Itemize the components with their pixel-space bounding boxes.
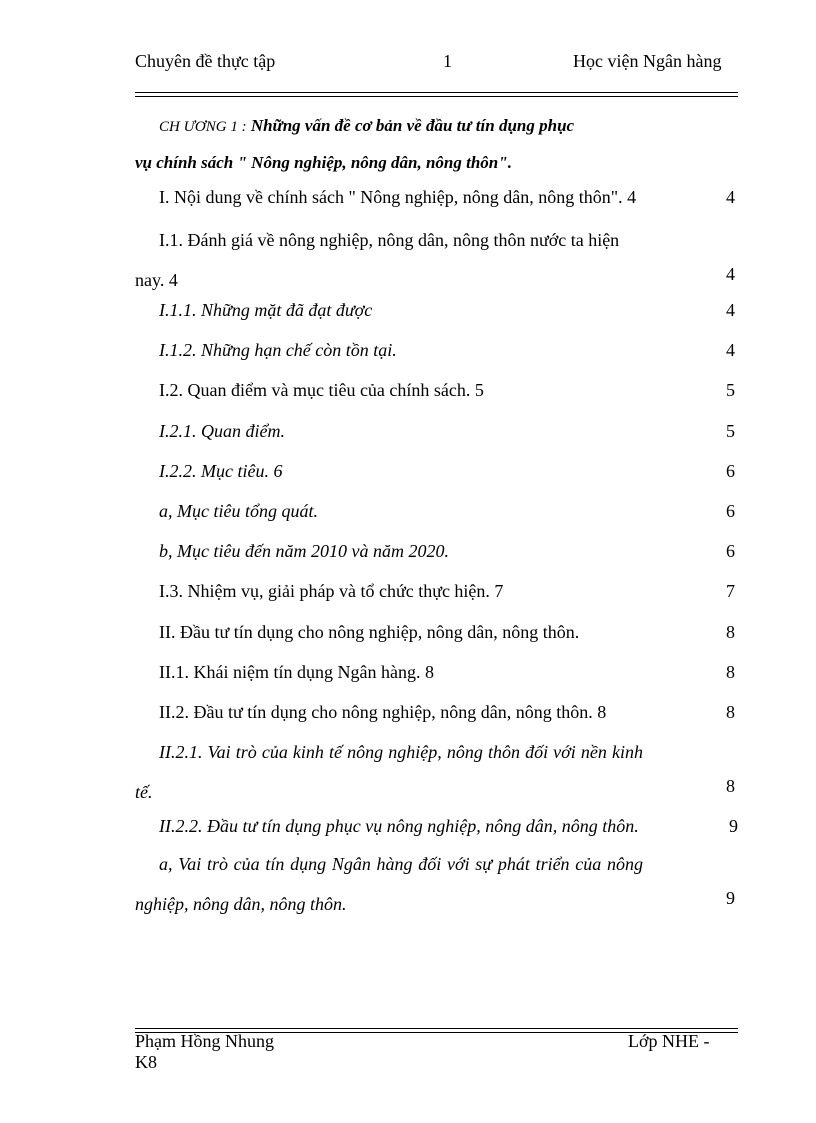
toc-entry-text: I.2.1. Quan điểm. (159, 421, 285, 441)
toc-entry-text: II.2.1. Vai trò của kinh tế nông nghiệp, nông thôn đối với nền kinh tế. (135, 742, 643, 802)
toc-entry-text: a, Vai trò của tín dụng Ngân hàng đối với sự phát triển của nông nghiệp, nông dân, nông thôn. (135, 854, 643, 914)
toc-entry-page: 5 (726, 421, 735, 441)
toc-entry-page: 8 (726, 776, 735, 796)
chapter-title-line2: vụ chính sách " Nông nghiệp, nông dân, nông thôn". (135, 153, 512, 172)
toc-entry-page: 6 (726, 501, 735, 521)
toc-entry-page: 5 (726, 380, 735, 400)
toc-entry-text: I.1.2. Những hạn chế còn tồn tại. (159, 340, 397, 360)
toc-entry-text: I. Nội dung về chính sách " Nông nghiệp, nông dân, nông thôn". 4 (159, 187, 637, 207)
footer-class-label: Lớp NHE - (628, 1031, 710, 1051)
toc-entry-page: 4 (726, 187, 735, 207)
toc-entry-text: I.3. Nhiệm vụ, giải pháp và tổ chức thực hiện. 7 (159, 581, 504, 601)
toc-entry-text: II.2.2. Đầu tư tín dụng phục vụ nông nghiệp, nông dân, nông thôn. (159, 816, 639, 836)
chapter-title-line1: Những vấn đề cơ bản về đầu tư tín dụng phục (250, 116, 575, 135)
page-number: 1 (443, 51, 452, 71)
header-divider (135, 92, 738, 97)
toc-entry-page: 6 (726, 461, 735, 481)
toc-entry-page: 9 (729, 816, 738, 836)
toc-entry-page: 4 (726, 300, 735, 320)
toc-entry-page: 8 (726, 662, 735, 682)
toc-entry-page: 7 (726, 581, 735, 601)
toc-entry-text: I.2.2. Mục tiêu. 6 (159, 461, 283, 481)
toc-entry-page: 4 (726, 264, 735, 284)
toc-entry-text: II.2. Đầu tư tín dụng cho nông nghiệp, nông dân, nông thôn. 8 (159, 702, 607, 722)
toc-entry-page: 6 (726, 541, 735, 561)
toc-entry-text: I.1. Đánh giá về nông nghiệp, nông dân, nông thôn nước ta hiện nay. 4 (135, 230, 620, 290)
toc-entry-page: 8 (726, 622, 735, 642)
footer-class-suffix: K8 (135, 1052, 157, 1072)
header-left-title: Chuyên đề thực tập (135, 51, 276, 71)
footer-author-name: Phạm Hồng Nhung (135, 1031, 274, 1051)
header-right-title: Học viện Ngân hàng (573, 51, 722, 71)
toc-entry-text: II. Đầu tư tín dụng cho nông nghiệp, nông dân, nông thôn. (159, 622, 580, 642)
toc-entry-text: II.1. Khái niệm tín dụng Ngân hàng. 8 (159, 662, 434, 682)
toc-entry-text: I.2. Quan điểm và mục tiêu của chính sách. 5 (159, 380, 484, 400)
toc-entry-page: 8 (726, 702, 735, 722)
toc-entry-text: a, Mục tiêu tổng quát. (159, 501, 318, 521)
chapter-heading (135, 108, 695, 181)
toc-entry-page: 4 (726, 340, 735, 360)
toc-entry-text: b, Mục tiêu đến năm 2010 và năm 2020. (159, 541, 449, 561)
toc-entry-page: 9 (726, 888, 735, 908)
toc-entry-text: I.1.1. Những mặt đã đạt được (159, 300, 373, 320)
chapter-label: CH ƯƠNG 1 : (159, 119, 247, 135)
